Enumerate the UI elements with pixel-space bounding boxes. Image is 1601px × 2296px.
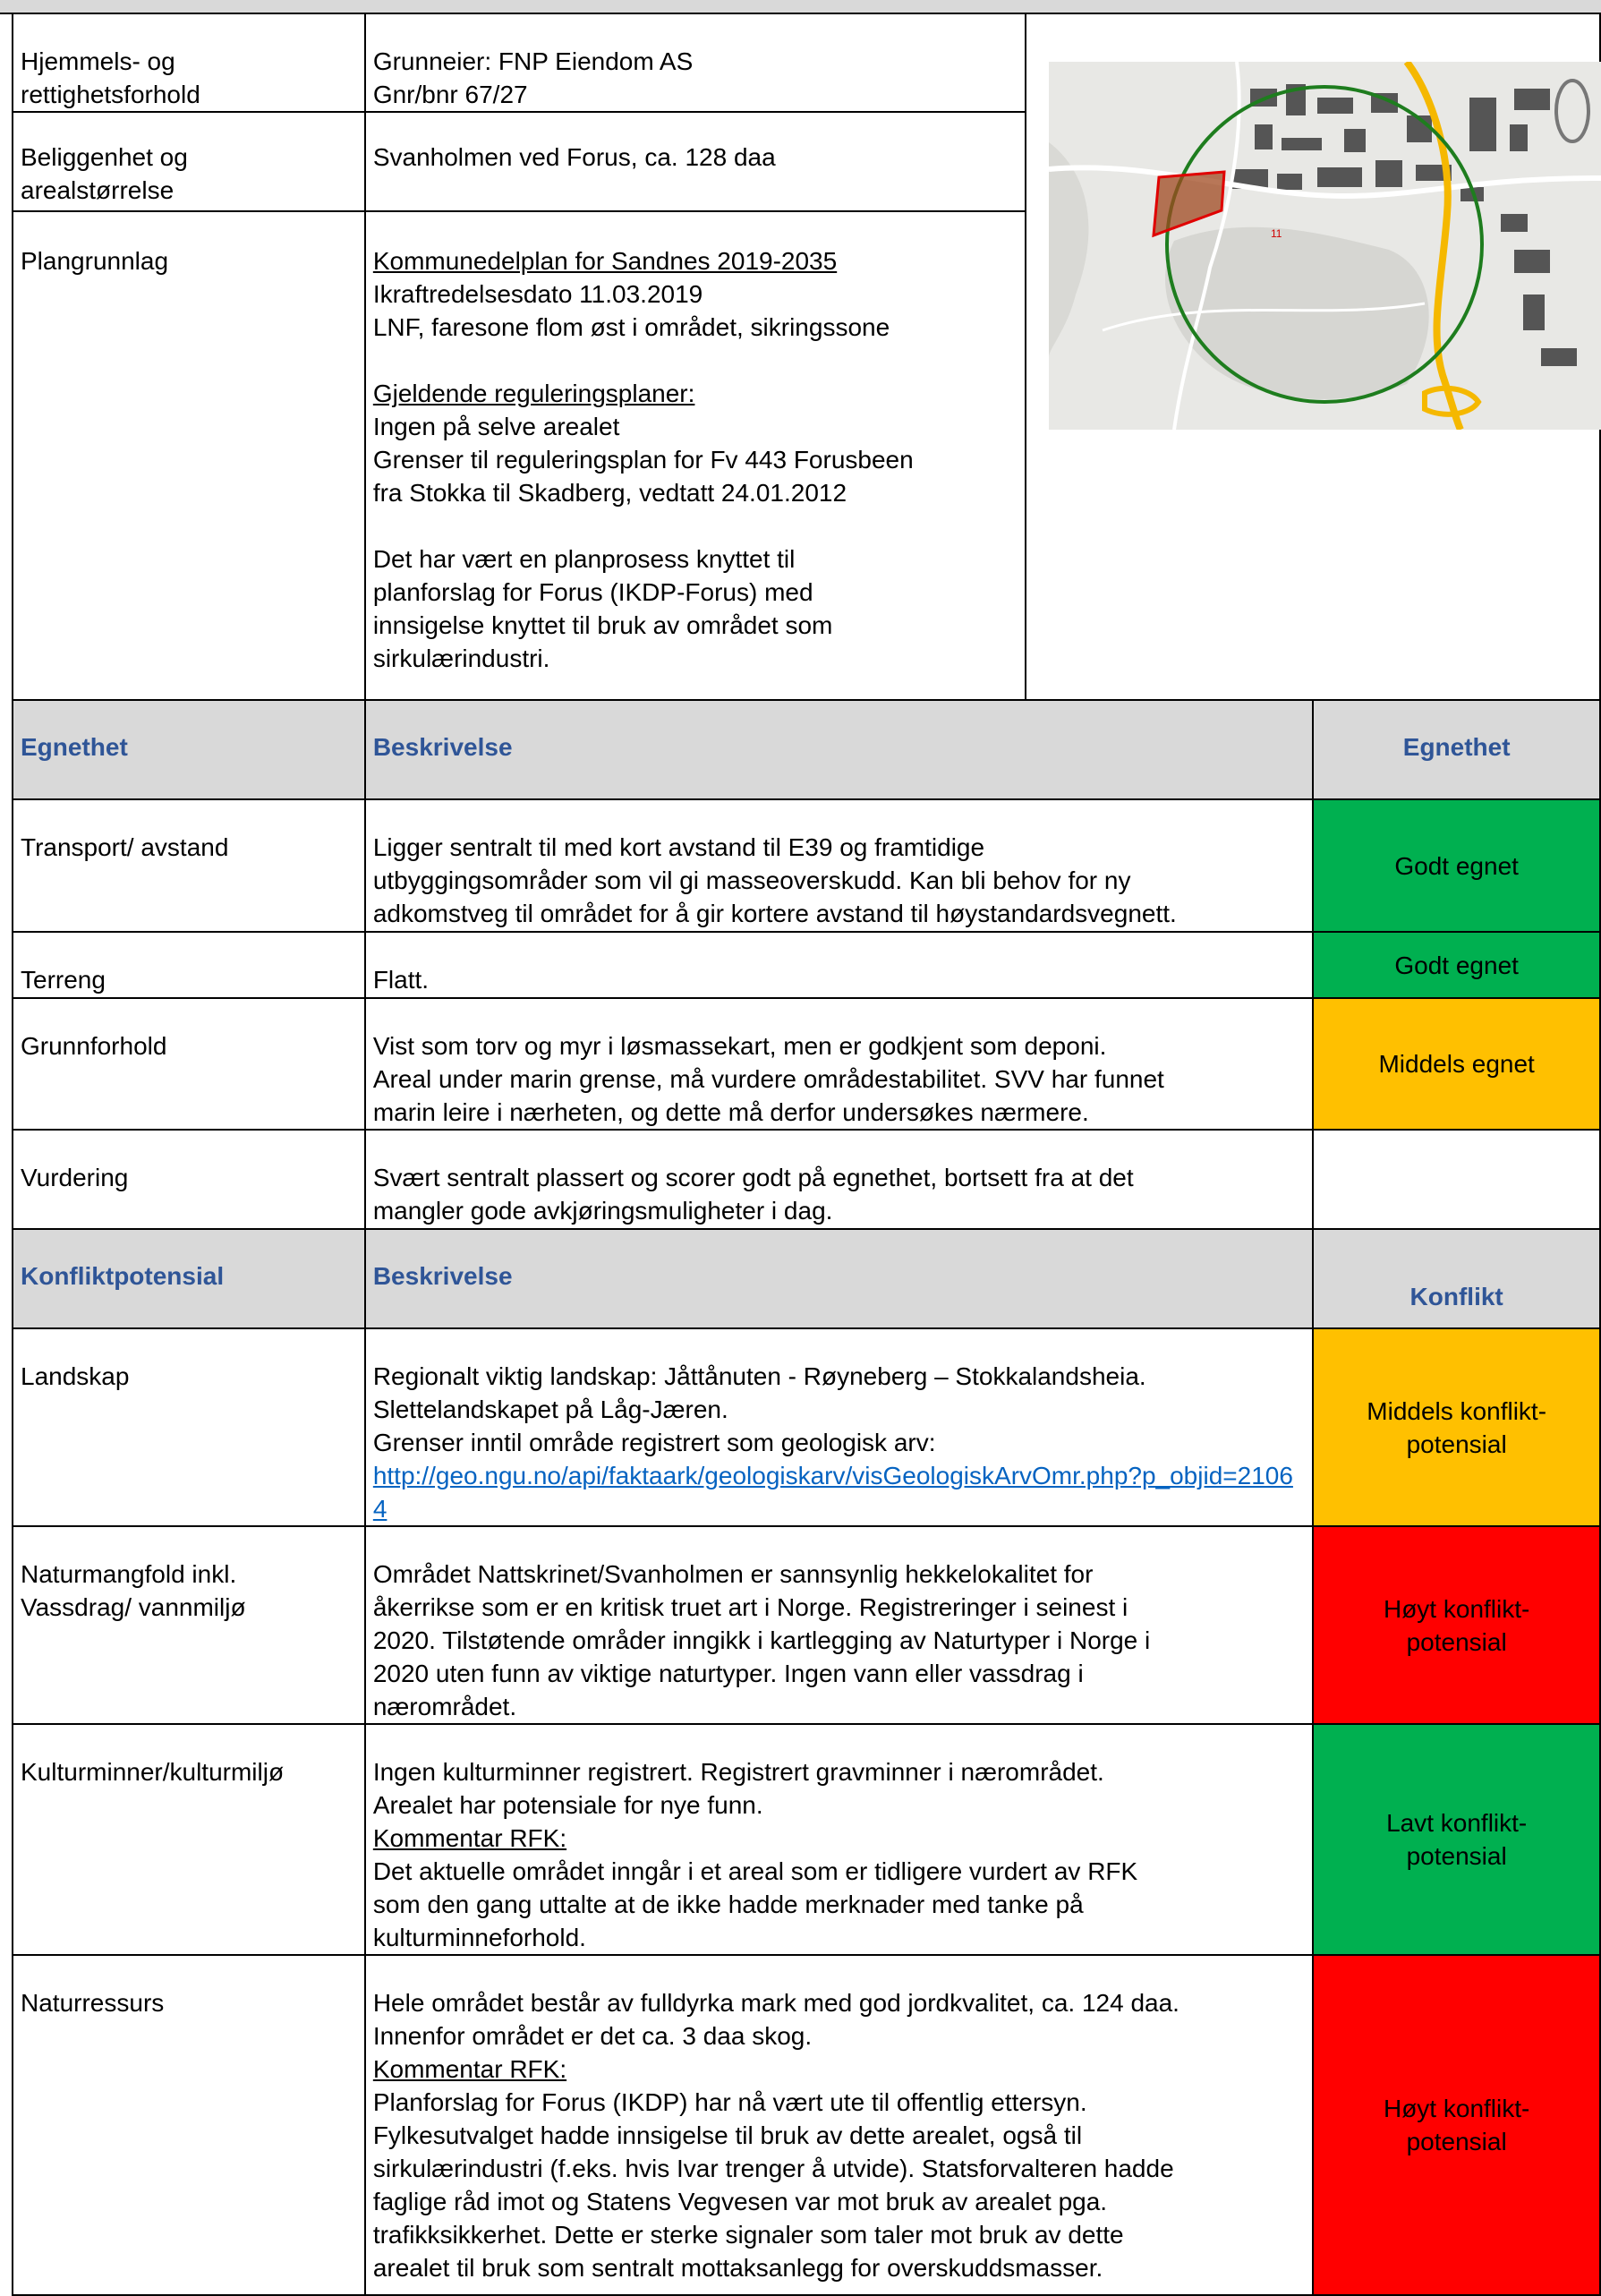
header-konflikt: Konflikt (1313, 1229, 1600, 1328)
desc-line: utbyggingsområder som vil gi masseoverskudd. Kan bli behov for ny (372, 866, 1131, 894)
plan-line: sirkulærindustri. (372, 644, 550, 672)
rating-naturressurs (1313, 1955, 1600, 2295)
comment-line: trafikksikkerhet. Dette er sterke signaler som taler mot bruk av dette (372, 2221, 1124, 2249)
row-naturmangfold (13, 1526, 1600, 1724)
plan-line: innsigelse knyttet til bruk av området som (372, 611, 833, 639)
comment-title: Kommentar RFK: (372, 1824, 567, 1852)
rating-terreng: Godt egnet (1313, 932, 1600, 998)
label-hjemmel (13, 13, 365, 112)
suitability-header (13, 700, 1600, 799)
label-line: Vassdrag/ vannmiljø (21, 1593, 246, 1621)
desc-line: 2020 uten funn av viktige naturtyper. Ingen vann eller vassdrag i (372, 1660, 1084, 1687)
desc-line: Ligger sentralt til med kort avstand til E39 og framtidige (372, 833, 985, 861)
rating-line: Middels konflikt- (1367, 1396, 1547, 1425)
map-marker-label: 11 (1271, 227, 1282, 240)
geologisk-arv-link[interactable]: http://geo.ngu.no/api/faktaark/geologiskarv/visGeologiskArvOmr.php?p_objid=21064 (372, 1462, 1293, 1523)
label-transport: Transport/ avstand (13, 799, 365, 932)
rating-vurdering (1313, 1130, 1600, 1229)
desc-naturressurs (365, 1955, 1314, 2295)
desc-line: 2020. Tilstøtende områder inngikk i kartlegging av Naturtyper i Norge i (372, 1626, 1151, 1654)
rating-naturmangfold (1313, 1526, 1600, 1724)
rating-transport: Godt egnet (1313, 799, 1600, 932)
row-kulturminner (13, 1724, 1600, 1955)
desc-grunnforhold (365, 998, 1314, 1130)
desc-line: Området Nattskrinet/Svanholmen er sannsynlig hekkelokalitet for (372, 1560, 1094, 1588)
desc-line: nærområdet. (372, 1693, 517, 1720)
plan-line: Ingen på selve arealet (372, 413, 620, 440)
value-plangrunnlag (365, 211, 1026, 700)
rating-line: Høyt konflikt- (1383, 1594, 1530, 1623)
comment-line: Det aktuelle området inngår i et areal som er tidligere vurdert av RFK (372, 1857, 1138, 1885)
rating-landskap (1313, 1328, 1600, 1526)
plan-line: Ikraftredelsesdato 11.03.2019 (372, 280, 703, 308)
desc-landskap (365, 1328, 1314, 1526)
header-konfliktpotensial: Konfliktpotensial (13, 1229, 365, 1328)
value-line: Grunneier: FNP Eiendom AS (372, 47, 694, 75)
comment-line: faglige råd imot og Statens Vegvesen var mot bruk av arealet pga. (372, 2188, 1108, 2215)
label-line: Hjemmels- og (21, 47, 175, 75)
comment-line: som den gang uttalte at de ikke hadde merknader med tanke på (372, 1891, 1084, 1918)
label-line: rettighetsforhold (21, 81, 200, 108)
desc-line: Grenser inntil område registrert som geologisk arv: (372, 1429, 936, 1456)
desc-vurdering (365, 1130, 1314, 1229)
comment-line: sirkulærindustri (f.eks. hvis Ivar trenger å utvide). Statsforvalteren hadde (372, 2155, 1174, 2182)
plan-line: Grenser til reguleringsplan for Fv 443 Forusbeen (372, 446, 914, 474)
label-grunnforhold: Grunnforhold (13, 998, 365, 1130)
comment-title: Kommentar RFK: (372, 2055, 567, 2083)
rating-line: potensial (1406, 1430, 1507, 1458)
rating-line: Lavt konflikt- (1386, 1809, 1528, 1837)
desc-line: Arealet har potensiale for nye funn. (372, 1791, 763, 1819)
desc-line: åkerrikse som er en kritisk truet art i Norge. Registreringer i seinest i (372, 1593, 1128, 1621)
row-vurdering (13, 1130, 1600, 1229)
desc-transport (365, 799, 1314, 932)
location-map (1049, 62, 1601, 430)
spacer (373, 509, 1018, 542)
header-egnethet: Egnethet (13, 700, 365, 799)
label-plangrunnlag (13, 211, 365, 700)
rating-line: Høyt konflikt- (1383, 2095, 1530, 2122)
desc-line: Hele området består av fulldyrka mark med god jordkvalitet, ca. 124 daa. (372, 1989, 1179, 2017)
header-beskrivelse: Beskrivelse (365, 700, 1314, 799)
value-beliggenhet (365, 112, 1026, 211)
value-line: Svanholmen ved Forus, ca. 128 daa (372, 143, 776, 171)
label-line: Plangrunnlag (21, 247, 169, 275)
desc-naturmangfold (365, 1526, 1314, 1724)
label-line: arealstørrelse (21, 176, 175, 204)
header-beskrivelse-2: Beskrivelse (365, 1229, 1314, 1328)
label-line: Naturmangfold inkl. (21, 1560, 237, 1588)
map-graphic (1049, 62, 1601, 430)
label-landskap: Landskap (13, 1328, 365, 1526)
desc-line: Regionalt viktig landskap: Jåttånuten - Røyneberg – Stokkalandsheia. (372, 1362, 1146, 1390)
kdp-title: Kommunedelplan for Sandnes 2019-2035 (372, 247, 838, 275)
desc-line: marin leire i nærheten, og dette må derfor undersøkes nærmere. (372, 1098, 1089, 1126)
rating-line: potensial (1406, 1627, 1507, 1656)
value-hjemmel (365, 13, 1026, 112)
row-transport (13, 799, 1600, 932)
label-line: Beliggenhet og (21, 143, 188, 171)
desc-line: adkomstveg til området for å gir kortere avstand til høystandardsvegnett. (372, 900, 1177, 927)
plan-line: fra Stokka til Skadberg, vedtatt 24.01.2012 (372, 479, 847, 507)
spacer (373, 344, 1018, 377)
desc-terreng (365, 932, 1314, 998)
row-landskap (13, 1328, 1600, 1526)
plan-line: planforslag for Forus (IKDP-Forus) med (372, 578, 813, 606)
rating-kulturminner (1313, 1724, 1600, 1955)
comment-line: arealet til bruk som sentralt mottaksanlegg for overskuddsmasser. (372, 2254, 1103, 2282)
reg-title: Gjeldende reguleringsplaner: (372, 380, 695, 407)
desc-line: Ingen kulturminner registrert. Registrert gravminner i nærområdet. (372, 1758, 1104, 1786)
label-vurdering: Vurdering (13, 1130, 365, 1229)
label-naturmangfold (13, 1526, 365, 1724)
label-naturressurs: Naturressurs (13, 1955, 365, 2295)
plan-line: LNF, faresone flom øst i området, sikringssone (372, 313, 890, 341)
desc-line: Areal under marin grense, må vurdere områdestabilitet. SVV har funnet (372, 1065, 1164, 1093)
rating-grunnforhold: Middels egnet (1313, 998, 1600, 1130)
row-grunnforhold (13, 998, 1600, 1130)
rating-line: potensial (1406, 2128, 1507, 2155)
comment-line: kulturminneforhold. (372, 1924, 586, 1951)
plan-line: Det har vært en planprosess knyttet til (372, 545, 796, 573)
desc-line: mangler gode avkjøringsmuligheter i dag. (372, 1197, 833, 1225)
header-egnethet-rating: Egnethet (1313, 700, 1600, 799)
desc-line: Innenfor området er det ca. 3 daa skog. (372, 2022, 813, 2050)
row-naturressurs (13, 1955, 1600, 2295)
comment-line: Fylkesutvalget hadde innsigelse til bruk av dette arealet, også til (372, 2121, 1083, 2149)
rating-line: potensial (1406, 1842, 1507, 1870)
label-terreng: Terreng (13, 932, 365, 998)
conflict-header (13, 1229, 1600, 1328)
row-terreng (13, 932, 1600, 998)
label-beliggenhet (13, 112, 365, 211)
desc-line: Flatt. (372, 966, 430, 994)
desc-kulturminner (365, 1724, 1314, 1955)
desc-line: Vist som torv og myr i løsmassekart, men er godkjent som deponi. (372, 1032, 1107, 1060)
comment-line: Planforslag for Forus (IKDP) har nå vært ute til offentlig ettersyn. (372, 2088, 1087, 2116)
desc-line: Slettelandskapet på Låg-Jæren. (372, 1396, 728, 1423)
value-line: Gnr/bnr 67/27 (372, 81, 528, 108)
label-kulturminner: Kulturminner/kulturmiljø (13, 1724, 365, 1955)
desc-line: Svært sentralt plassert og scorer godt på egnethet, bortsett fra at det (372, 1164, 1134, 1191)
